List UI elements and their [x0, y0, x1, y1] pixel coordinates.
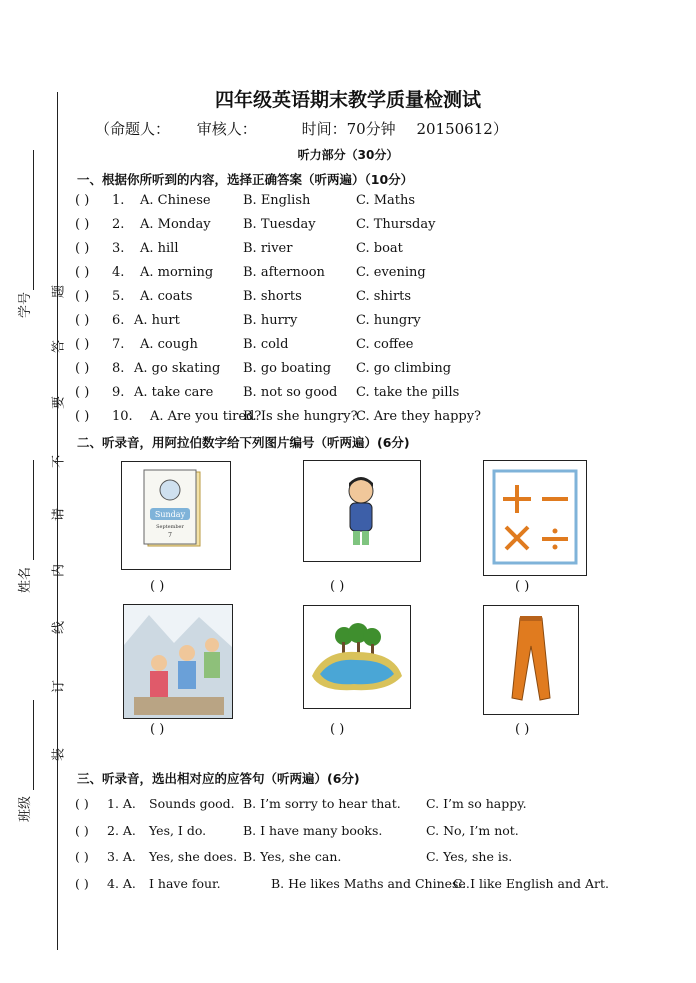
- option-c: C. Maths: [356, 193, 416, 208]
- question-number: 3.: [112, 241, 125, 256]
- answer-slot-3[interactable]: ( ): [515, 579, 530, 594]
- question-number: 1.: [112, 193, 125, 208]
- hikers-picture: [123, 604, 233, 719]
- option-a: A. morning: [140, 265, 214, 280]
- option-a: I have four.: [149, 875, 221, 891]
- option-c: C. Are they happy?: [356, 409, 482, 424]
- option-a: A. hurt: [134, 313, 180, 328]
- answer-blank[interactable]: ( ): [75, 361, 90, 376]
- fill-in-line[interactable]: [33, 150, 34, 290]
- option-c: C. I’m so happy.: [426, 796, 527, 811]
- option-b: B. He likes Maths and Chinese.: [271, 875, 470, 891]
- question-row: [75, 409, 495, 429]
- question-number: 4. A.: [107, 875, 136, 891]
- question-number: 4.: [112, 265, 125, 280]
- question-number: 9.: [112, 385, 125, 400]
- option-c: C. Thursday: [356, 217, 436, 232]
- date-label: 20150612）: [416, 120, 508, 138]
- calendar-sunday-picture: [121, 461, 231, 570]
- option-a: A. coats: [140, 289, 193, 304]
- section2-heading: 二、听录音，用阿拉伯数字给下列图片编号（听两遍）(6分): [77, 435, 410, 450]
- option-b: B. hurry: [243, 313, 298, 328]
- option-a: A. Are you tired?: [150, 409, 262, 424]
- option-c: C. hungry: [356, 313, 421, 328]
- answer-slot-5[interactable]: ( ): [330, 722, 345, 737]
- answer-blank[interactable]: ( ): [75, 265, 90, 280]
- time-label: 时间：70分钟: [301, 120, 396, 138]
- question-number: 2.: [112, 217, 125, 232]
- setter-label: （命题人：: [95, 120, 171, 138]
- answer-blank[interactable]: ( ): [75, 241, 90, 256]
- option-b: B. English: [243, 193, 311, 208]
- exam-meta: [95, 118, 530, 139]
- response-row: [75, 823, 635, 843]
- answer-blank[interactable]: ( ): [75, 796, 89, 811]
- question-row: [75, 217, 495, 237]
- option-b: B. Yes, she can.: [243, 849, 342, 864]
- question-row: [75, 265, 495, 285]
- tired-boy-picture: [303, 460, 421, 562]
- option-a: Yes, I do.: [149, 822, 207, 838]
- answer-slot-6[interactable]: ( ): [515, 722, 530, 737]
- answer-blank[interactable]: ( ): [75, 289, 90, 304]
- reviewer-label: 审核人：: [196, 120, 257, 138]
- binding-char: 请: [51, 508, 67, 522]
- option-b: B. shorts: [243, 289, 302, 304]
- option-a: Yes, she does.: [149, 849, 238, 864]
- option-c: C. take the pills: [356, 385, 460, 400]
- question-row: [75, 241, 495, 261]
- calendar-date-text: 7: [168, 532, 172, 539]
- option-b: B. Tuesday: [243, 217, 316, 232]
- answer-blank[interactable]: ( ): [75, 385, 90, 400]
- option-a: A. go skating: [134, 361, 221, 376]
- option-b: B. not so good: [243, 385, 338, 400]
- question-row: [75, 337, 495, 357]
- trousers-picture: [483, 605, 579, 715]
- option-a: Sounds good.: [149, 796, 235, 811]
- calendar-month-text: September: [156, 524, 184, 530]
- option-a: A. Chinese: [140, 193, 211, 208]
- option-b: B. Is she hungry?: [243, 409, 358, 424]
- binding-field-label: 班级: [18, 795, 33, 822]
- binding-char: 内: [51, 564, 67, 578]
- option-c: C. go climbing: [356, 361, 452, 376]
- question-number: 10.: [112, 409, 133, 424]
- section3-heading: 三、听录音，选出相对应的应答句（听两遍）(6分): [77, 771, 360, 786]
- option-c: C. Yes, she is.: [426, 849, 513, 864]
- binding-field-label: 学号: [18, 291, 33, 318]
- binding-field-label: 姓名: [18, 566, 33, 593]
- binding-char: 题: [51, 285, 67, 299]
- question-row: [75, 313, 495, 333]
- answer-slot-1[interactable]: ( ): [150, 579, 165, 594]
- option-a: A. cough: [140, 337, 198, 352]
- option-c: C. No, I’m not.: [426, 822, 519, 838]
- option-b: B. I have many books.: [243, 822, 383, 838]
- answer-blank[interactable]: ( ): [75, 217, 90, 232]
- question-number: 8.: [112, 361, 125, 376]
- answer-slot-4[interactable]: ( ): [150, 722, 165, 737]
- option-c: C. I like English and Art.: [453, 875, 610, 891]
- math-symbols-picture: [483, 460, 587, 576]
- calendar-day-text: Sunday: [154, 510, 186, 519]
- question-row: [75, 289, 495, 309]
- response-row: [75, 849, 635, 869]
- option-b: B. cold: [243, 337, 289, 352]
- question-number: 2. A.: [107, 822, 136, 838]
- page-title: 四年级英语期末教学质量检测试: [214, 89, 481, 111]
- option-a: A. hill: [140, 241, 179, 256]
- listening-subtitle: 听力部分（30分）: [297, 148, 399, 162]
- question-number: 3. A.: [107, 849, 136, 864]
- option-c: C. shirts: [356, 289, 412, 304]
- answer-blank[interactable]: ( ): [75, 313, 90, 328]
- answer-blank[interactable]: ( ): [75, 875, 89, 891]
- binding-char: 要: [51, 396, 67, 410]
- option-c: C. coffee: [356, 337, 414, 352]
- question-number: 1. A.: [107, 796, 136, 811]
- answer-slot-2[interactable]: ( ): [330, 579, 345, 594]
- option-b: B. go boating: [243, 361, 332, 376]
- binding-char: 订: [51, 680, 67, 694]
- question-number: 7.: [112, 337, 125, 352]
- answer-blank[interactable]: ( ): [75, 193, 90, 208]
- answer-blank[interactable]: ( ): [75, 409, 90, 424]
- response-row: [75, 876, 635, 896]
- answer-blank[interactable]: ( ): [75, 822, 89, 838]
- answer-blank[interactable]: ( ): [75, 849, 89, 864]
- fill-in-line[interactable]: [33, 700, 34, 790]
- fill-in-line[interactable]: [33, 460, 34, 560]
- binding-char: 答: [51, 340, 67, 354]
- question-row: [75, 385, 495, 405]
- response-row: [75, 796, 635, 816]
- option-b: B. I’m sorry to hear that.: [243, 796, 401, 811]
- section1-heading: 一、根据你所听到的内容，选择正确答案（听两遍）（10分）: [77, 172, 414, 187]
- option-c: C. evening: [356, 265, 426, 280]
- binding-char: 线: [51, 621, 67, 635]
- option-c: C. boat: [356, 241, 403, 256]
- question-row: [75, 361, 495, 381]
- binding-char: 装: [51, 748, 67, 762]
- question-row: [75, 193, 495, 213]
- option-a: A. take care: [134, 385, 214, 400]
- option-b: B. afternoon: [243, 265, 325, 280]
- question-number: 6.: [112, 313, 125, 328]
- lake-picture: [303, 605, 411, 709]
- binding-char: 不: [51, 455, 67, 469]
- option-a: A. Monday: [140, 217, 211, 232]
- answer-blank[interactable]: ( ): [75, 337, 90, 352]
- question-number: 5.: [112, 289, 125, 304]
- option-b: B. river: [243, 241, 293, 256]
